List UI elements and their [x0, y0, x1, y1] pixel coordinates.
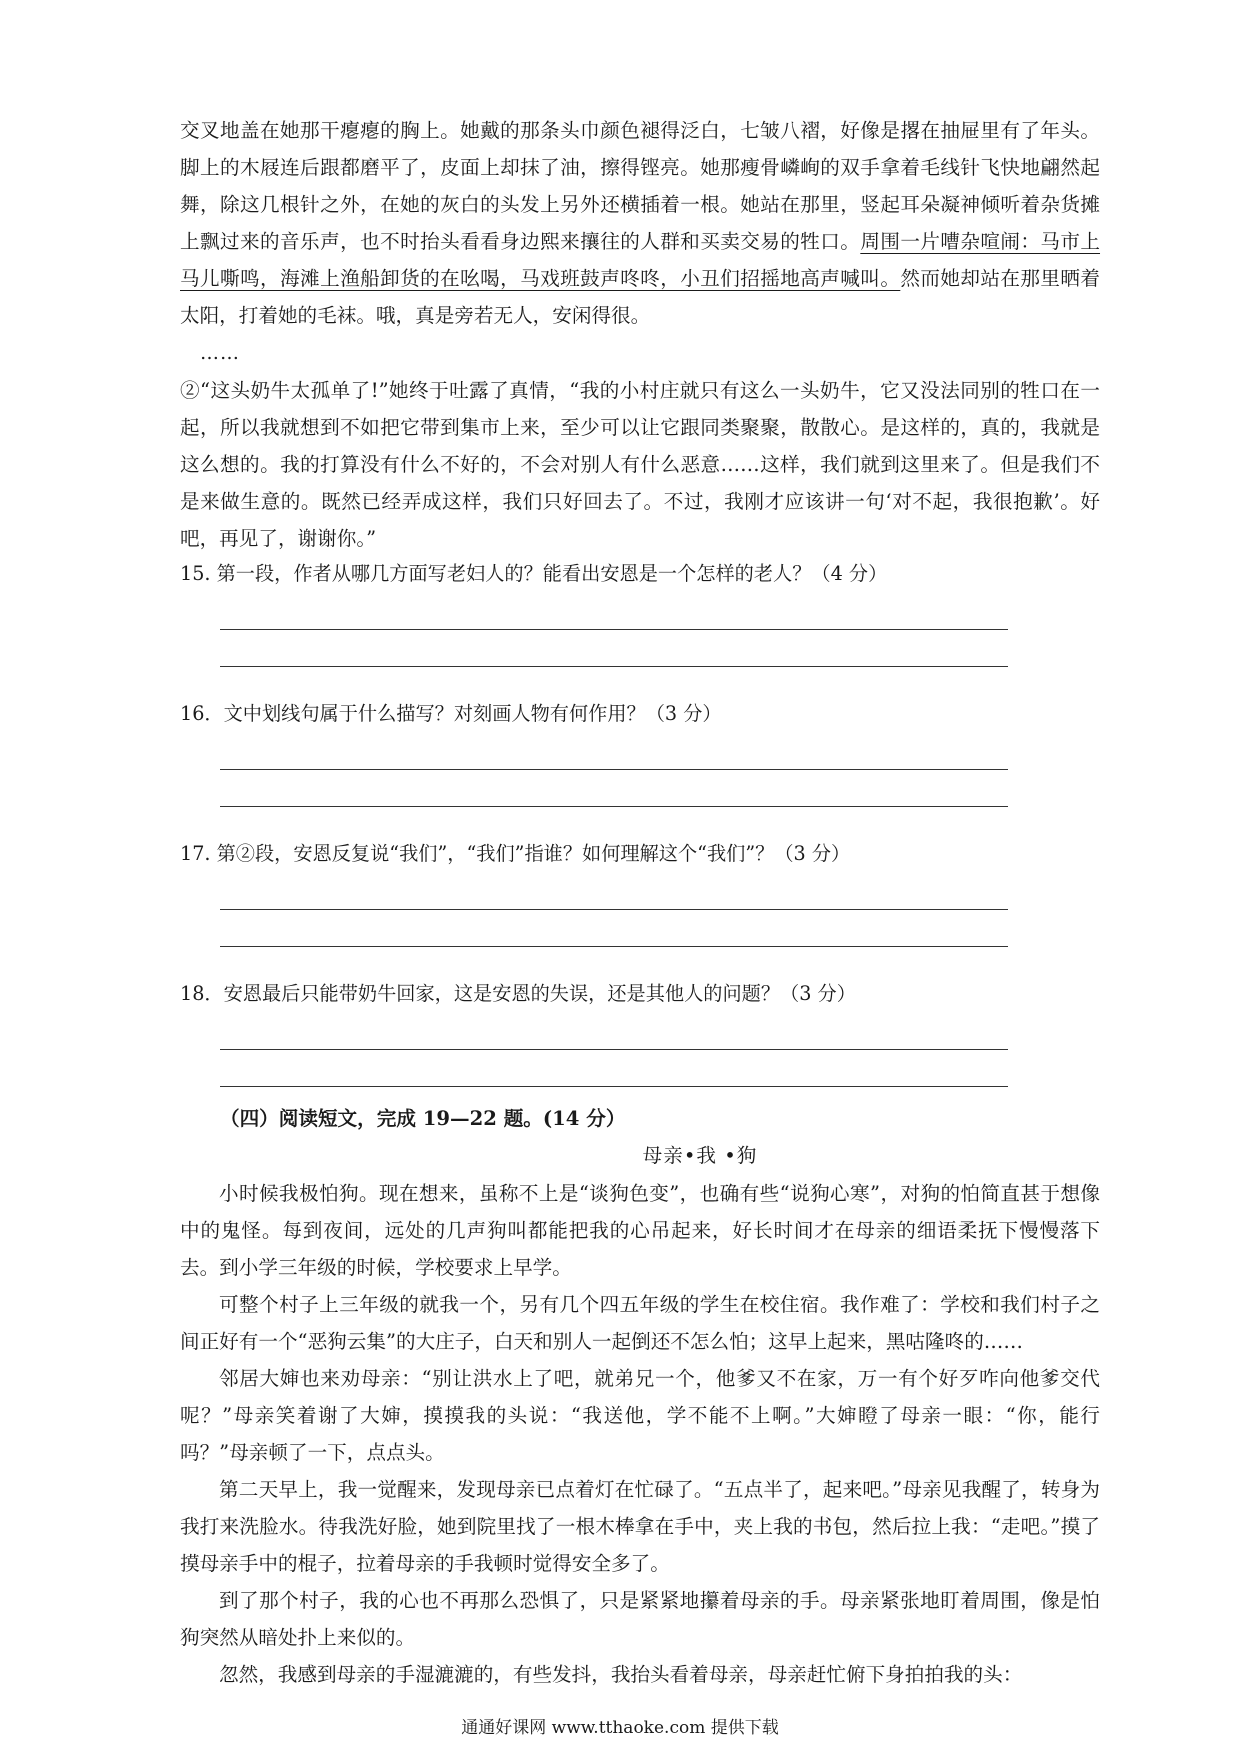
question-16: 16．文中划线句属于什么描写？对刻画人物有何作用？（3 分） — [180, 702, 722, 725]
question-18: 18．安恩最后只能带奶牛回家，这是安恩的失误，还是其他人的问题？（3 分） — [180, 982, 856, 1005]
question-17: 17. 第②段，安恩反复说“我们”，“我们”指谁？如何理解这个“我们”？（3 分） — [180, 842, 851, 865]
section-heading: （四）阅读短文，完成 19—22 题。(14 分） — [220, 1107, 626, 1130]
answer-line[interactable] — [220, 593, 1008, 630]
passage-paragraph-2: ②“这头奶牛太孤单了!”她终于吐露了真情，“我的小村庄就只有这么一头奶牛，它又没法同别的牲口在一起，所以我就想到不如把它带到集市上来，至少可以让它跟同类聚聚，散散心。是这样的，真的，我就是这么想的。我的打算没有什么不好的，不会对别人有什么恶意……这样，我们就到这里来了。但是我们不是来做生意的。既然已经弄成这样，我们只好回去了。不过，我刚才应该讲一句‘对不起，我很抱歉’。好吧，再见了，谢谢你。” — [180, 379, 1100, 550]
underlined-sentence: 周围一片嘈杂喧闹：马市上马儿嘶鸣，海滩上渔船卸货的在吆喝，马戏班鼓声咚咚，小丑们招摇地高声喊叫。 — [180, 230, 1101, 290]
page-footer: 通通好课网 www.tthaoke.com 提供下载 — [461, 1718, 779, 1738]
article-paragraph: 到了那个村子，我的心也不再那么恐惧了，只是紧紧地攥着母亲的手。母亲紧张地盯着周围，像是怕狗突然从暗处扑上来似的。 — [180, 1589, 1100, 1649]
answer-line[interactable] — [220, 910, 1008, 947]
article-paragraph: 小时候我极怕狗。现在想来，虽称不上是“谈狗色变”，也确有些“说狗心寒”，对狗的怕简直甚于想像中的鬼怪。每到夜间，远处的几声狗叫都能把我的心吊起来，好长时间才在母亲的细语柔抚下慢慢落下去。到小学三年级的时候，学校要求上早学。 — [180, 1182, 1100, 1279]
article-paragraph: 邻居大婶也来劝母亲：“别让洪水上了吧，就弟兄一个，他爹又不在家，万一有个好歹咋向他爹交代呢？”母亲笑着谢了大婶，摸摸我的头说：“我送他，学不能不上啊。”大婶瞪了母亲一眼：“你，能行吗？”母亲顿了一下，点点头。 — [180, 1367, 1100, 1464]
ellipsis: …… — [200, 342, 240, 364]
question-15: 15. 第一段，作者从哪几方面写老妇人的？能看出安恩是一个怎样的老人？（4 分） — [180, 562, 888, 585]
paragraph-text: 然而她却站在那里晒着太阳，打着她的毛袜。哦，真是旁若无人，安闲得很。 — [180, 267, 1101, 327]
passage-paragraph-1 — [180, 112, 1100, 334]
article-paragraph: 第二天早上，我一觉醒来，发现母亲已点着灯在忙碌了。“五点半了，起来吧。”母亲见我醒了，转身为我打来洗脸水。待我洗好脸，她到院里找了一根木棒拿在手中，夹上我的书包，然后拉上我：“走吧。”摸了摸母亲手中的棍子，拉着母亲的手我顿时觉得安全多了。 — [180, 1478, 1100, 1575]
paragraph-text: 交叉地盖在她那干瘪瘪的胸上。她戴的那条头巾颜色褪得泛白，七皱八褶，好像是撂在抽屉里有了年头。脚上的木屐连后跟都磨平了，皮面上却抹了油，擦得铿亮。她那瘦骨嶙峋的双手拿着毛线针飞快地翩然起舞，除这几根针之外，在她的灰白的头发上另外还横插着一根。她站在那里，竖起耳朵凝神倾听着杂货摊上飘过来的音乐声，也不时抬头看看身边熙来攘往的人群和买卖交易的牲口。 — [180, 119, 1100, 253]
article-paragraph: 忽然，我感到母亲的手湿漉漉的，有些发抖，我抬头看着母亲，母亲赶忙俯下身拍拍我的头： — [219, 1663, 1023, 1686]
article-paragraph: 可整个村子上三年级的就我一个，另有几个四五年级的学生在校住宿。我作难了：学校和我们村子之间正好有一个“恶狗云集”的大庄子，白天和别人一起倒还不怎么怕；这早上起来，黑咕隆咚的…… — [180, 1293, 1100, 1353]
answer-line[interactable] — [220, 733, 1008, 770]
article-title: 母亲•我 •狗 — [642, 1144, 758, 1167]
answer-line[interactable] — [220, 630, 1008, 667]
answer-line[interactable] — [220, 873, 1008, 910]
answer-line[interactable] — [220, 770, 1008, 807]
answer-line[interactable] — [220, 1013, 1008, 1050]
answer-line[interactable] — [220, 1050, 1008, 1087]
